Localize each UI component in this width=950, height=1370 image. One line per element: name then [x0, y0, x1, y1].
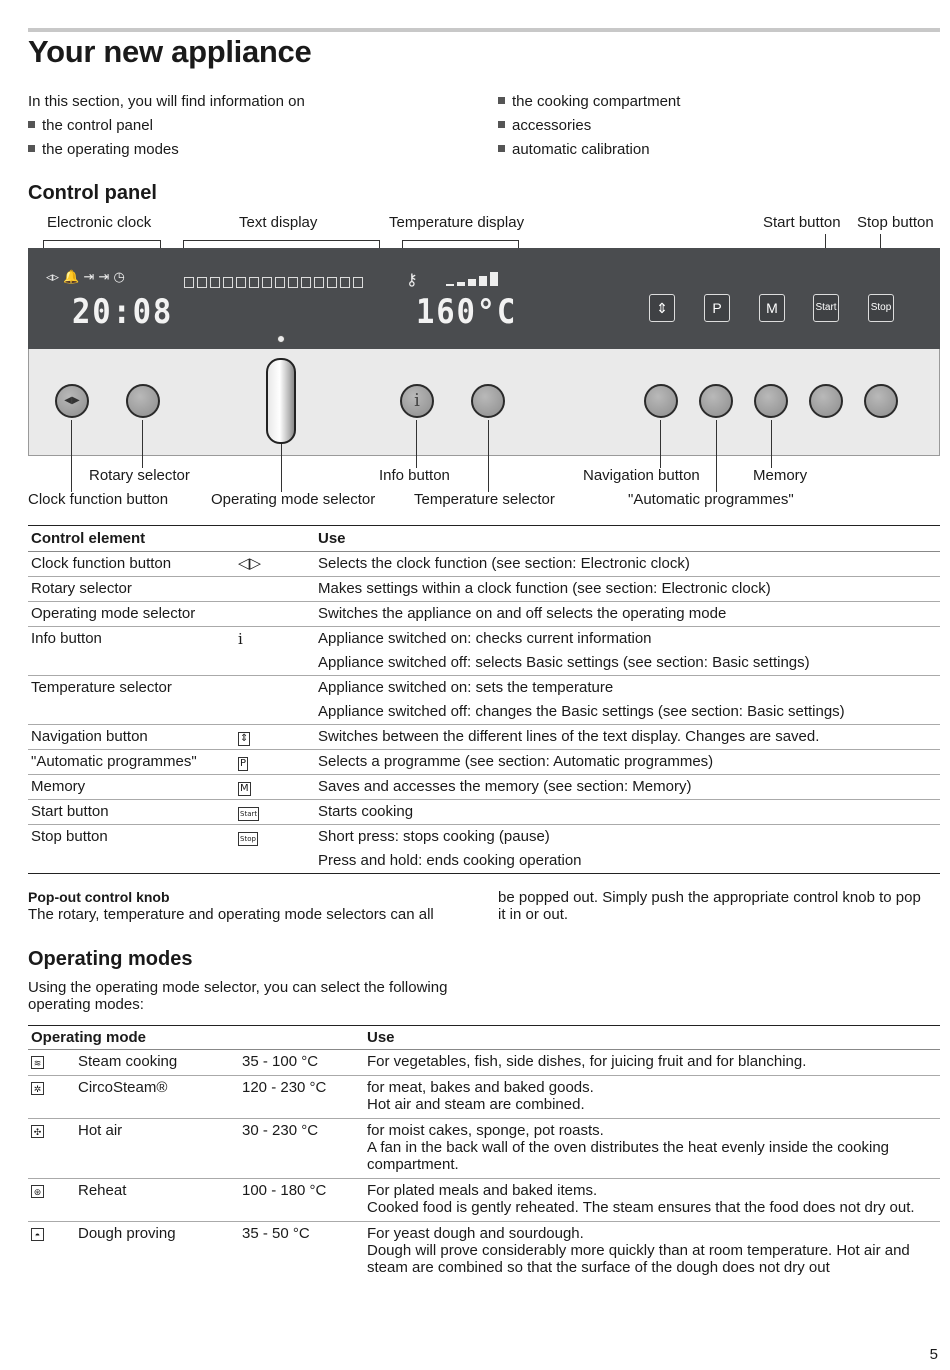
leader-info: [416, 420, 417, 468]
callout-clock-function: Clock function button: [28, 491, 169, 508]
programmes-icon: P: [240, 758, 247, 769]
callout-stop-button: Stop button: [857, 214, 934, 231]
table-row: ◓ Dough proving 35 - 50 °C For yeast dough and sourdough. Dough will prove considerably more quickly than at room temperature. Hot air and steam are combined so that the surface of the dough does not dry out: [28, 1222, 940, 1282]
table-row: Info button i Appliance switched on: checks current information Appliance switched off: selects Basic settings (see section: Basic settings): [28, 627, 940, 676]
dough-proving-icon: ◓: [31, 1228, 44, 1241]
leader-memory: [771, 420, 772, 468]
stop-touch-button[interactable]: Stop: [868, 294, 894, 322]
operating-modes-intro: Using the operating mode selector, you can select the following operating modes:: [28, 979, 448, 1013]
callout-electronic-clock: Electronic clock: [47, 214, 152, 231]
table-header: Use: [315, 526, 940, 552]
programmes-touch-button[interactable]: P: [704, 294, 730, 322]
memory-icon: M: [240, 783, 249, 794]
navigation-touch-button[interactable]: ⇕: [649, 294, 675, 322]
table-row: ✣ Hot air 30 - 230 °C for moist cakes, sponge, pot roasts. A fan in the back wall of the oven distributes the heat evenly inside the cooking compartment.: [28, 1119, 940, 1179]
start-icon: Start: [238, 807, 259, 821]
automatic-programmes-button[interactable]: [699, 384, 733, 418]
start-button[interactable]: [809, 384, 843, 418]
control-panel-heading: Control panel: [28, 182, 157, 204]
leader-tempsel: [488, 420, 489, 492]
clock-function-icon: ◁▷: [238, 555, 262, 572]
table-row: Memory M Saves and accesses the memory (see section: Memory): [28, 775, 940, 800]
stop-icon: Stop: [238, 832, 258, 846]
callout-memory: Memory: [753, 467, 808, 484]
operating-modes-table: [28, 1025, 940, 1281]
leader-clock-function: [71, 420, 72, 492]
callout-operating-mode: Operating mode selector: [211, 491, 376, 508]
table-header: Control element: [28, 526, 235, 552]
heat-level-bars: [446, 271, 506, 287]
hot-air-icon: ✣: [31, 1125, 44, 1138]
leader-rotary: [142, 420, 143, 468]
reheat-icon: ⊛: [31, 1185, 44, 1198]
key-icon: ⚷: [406, 270, 418, 289]
memory-touch-button[interactable]: M: [759, 294, 785, 322]
popout-text-right: be popped out. Simply push the appropriate control knob to pop it in or out.: [498, 889, 921, 923]
intro-bullet: the cooking compartment: [498, 93, 680, 111]
popout-text-left: The rotary, temperature and operating mode selectors can all: [28, 906, 434, 923]
callout-start-button: Start button: [763, 214, 841, 231]
steam-cooking-icon: ≋: [31, 1056, 44, 1069]
table-row: Start button Start Starts cooking: [28, 800, 940, 825]
operating-modes-heading: Operating modes: [28, 948, 193, 970]
top-rule: [28, 28, 940, 32]
leader-nav: [660, 420, 661, 468]
mode-icons-row: [184, 275, 366, 293]
table-header: Use: [364, 1026, 940, 1050]
callout-text-display: Text display: [239, 214, 318, 231]
page-number: 5: [929, 1346, 938, 1363]
indicator-dot: [277, 335, 285, 343]
table-row: Clock function button ◁▷ Selects the clock function (see section: Electronic clock): [28, 552, 940, 577]
callout-automatic-programmes: "Automatic programmes": [628, 491, 794, 508]
temperature-selector-knob[interactable]: [471, 384, 505, 418]
callout-temperature-selector: Temperature selector: [414, 491, 555, 508]
navigation-button[interactable]: [644, 384, 678, 418]
callout-navigation-button: Navigation button: [583, 467, 700, 484]
intro-lead: In this section, you will find information on: [28, 93, 305, 110]
table-row: Stop button Stop Short press: stops cooking (pause) Press and hold: ends cooking operation: [28, 825, 940, 874]
table-row: Temperature selector Appliance switched on: sets the temperature Appliance switched off: changes the Basic settings (see section: Basic settings): [28, 676, 940, 725]
clock-readout: 20:08: [72, 292, 174, 332]
start-touch-button[interactable]: Start: [813, 294, 839, 322]
table-row: ≋ Steam cooking 35 - 100 °C For vegetables, fish, side dishes, for juicing fruit and for blanching.: [28, 1050, 940, 1076]
circosteam-icon: ✲: [31, 1082, 44, 1095]
clock-function-icons: ◃▹ 🔔 ⇥ ⇥ ◷: [46, 270, 125, 285]
callout-info-button: Info button: [379, 467, 450, 484]
intro-bullet: the operating modes: [28, 141, 179, 159]
navigation-icon: ⇕: [240, 733, 249, 744]
stop-button[interactable]: [864, 384, 898, 418]
table-row: ⊛ Reheat 100 - 180 °C For plated meals and baked items. Cooked food is gently reheated. The steam ensures that the food does not dry out.: [28, 1179, 940, 1222]
callout-temperature-display: Temperature display: [389, 214, 525, 231]
info-icon: i: [238, 630, 243, 648]
info-button[interactable]: i: [400, 384, 434, 418]
table-header: Operating mode: [28, 1026, 364, 1050]
popout-heading: Pop-out control knob: [28, 889, 170, 905]
intro-bullet: accessories: [498, 117, 591, 135]
memory-button[interactable]: [754, 384, 788, 418]
clock-function-button[interactable]: ◀▶: [55, 384, 89, 418]
operating-mode-selector-knob[interactable]: [266, 358, 296, 444]
page-title: Your new appliance: [28, 34, 312, 69]
leader-opmode: [281, 444, 282, 492]
temperature-readout: 160°C: [416, 292, 518, 332]
callout-rotary-selector: Rotary selector: [89, 467, 190, 484]
table-row: ✲ CircoSteam® 120 - 230 °C for meat, bakes and baked goods. Hot air and steam are combined.: [28, 1076, 940, 1119]
intro-bullet: automatic calibration: [498, 141, 650, 159]
control-element-table: [28, 525, 940, 874]
intro-bullet: the control panel: [28, 117, 153, 135]
table-row: "Automatic programmes" P Selects a programme (see section: Automatic programmes): [28, 750, 940, 775]
table-row: Navigation button ⇕ Switches between the different lines of the text display. Changes are saved.: [28, 725, 940, 750]
leader-auto: [716, 420, 717, 492]
table-row: Operating mode selector Switches the appliance on and off selects the operating mode: [28, 602, 940, 627]
rotary-selector-knob[interactable]: [126, 384, 160, 418]
table-row: Rotary selector Makes settings within a clock function (see section: Electronic clock): [28, 577, 940, 602]
